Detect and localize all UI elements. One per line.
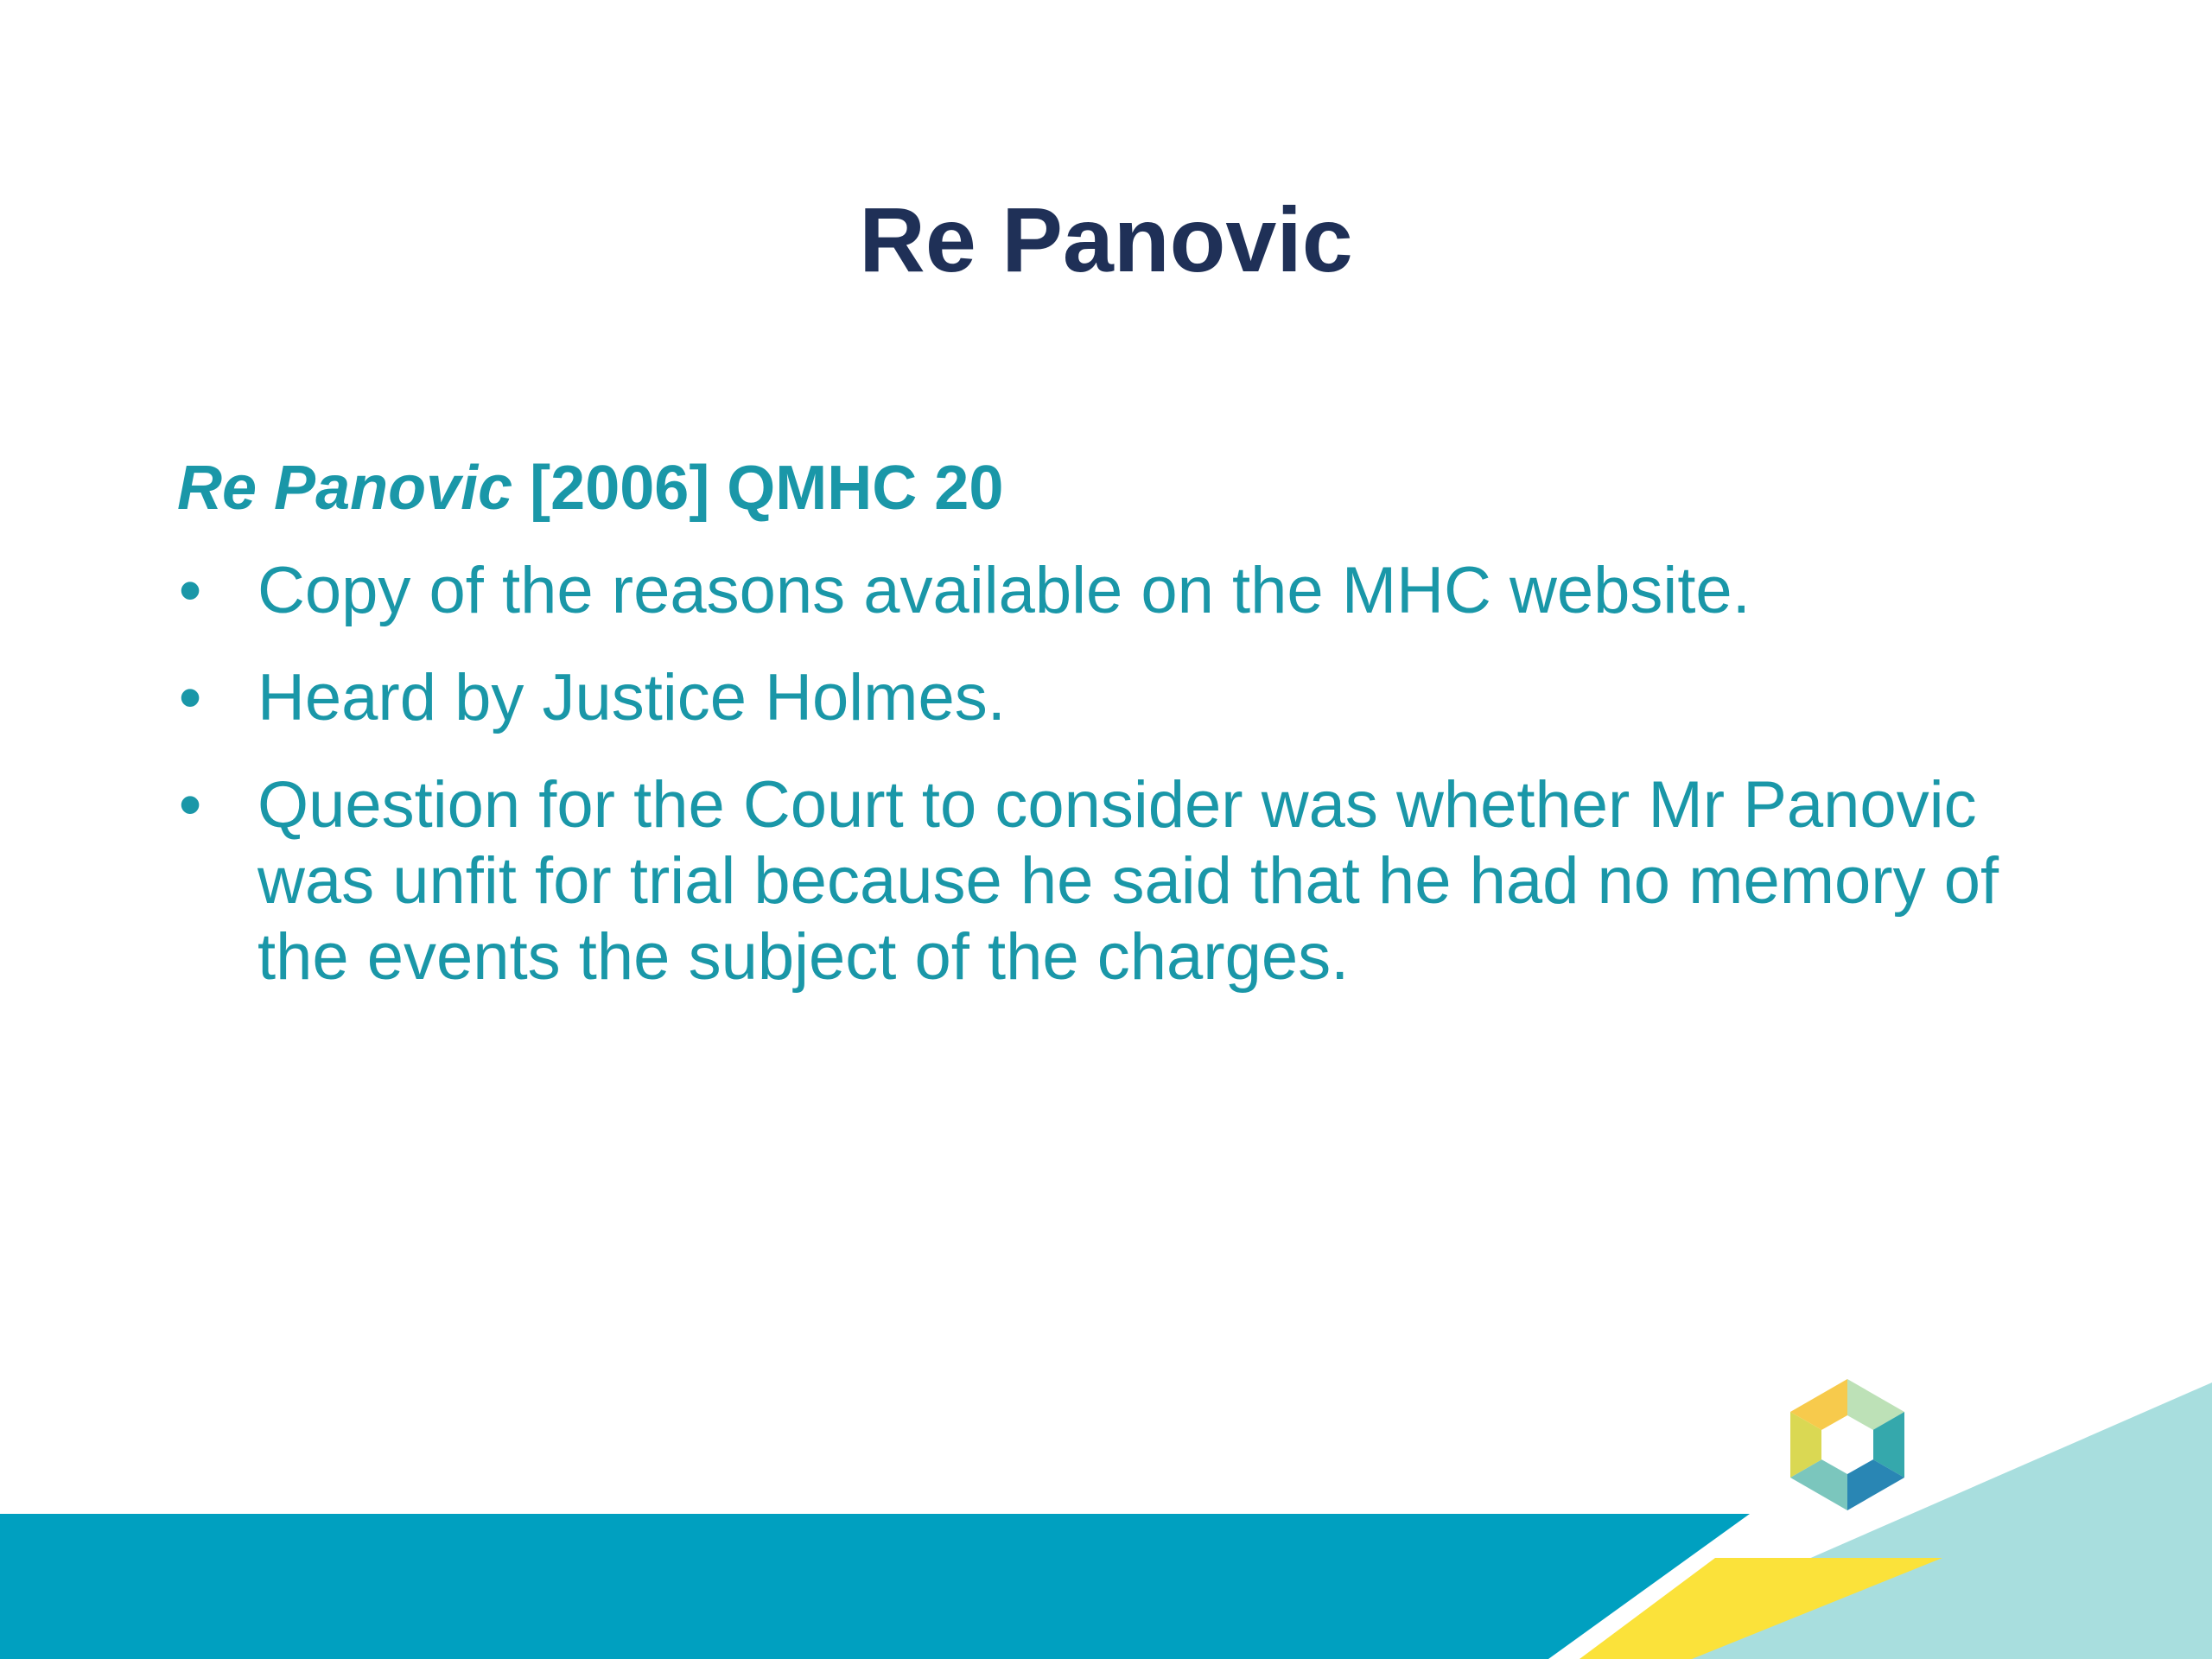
- bullet-list: [173, 553, 2056, 1027]
- bullet-item: [173, 660, 2056, 736]
- bullet-text: Question for the Court to consider was whether Mr Panovic was unfit for trial because he said that he had no memory of the events the subject of the charges.: [257, 768, 1999, 994]
- bullet-symbol: •: [178, 768, 202, 842]
- case-reference: [177, 451, 1003, 525]
- bullet-item: [173, 767, 2056, 995]
- slide-title: Re Panovic: [859, 189, 1353, 291]
- bullet-text: Heard by Justice Holmes.: [257, 661, 1006, 734]
- case-citation: [2006] QMHC 20: [512, 454, 1004, 523]
- case-name: Re Panovic: [177, 454, 513, 523]
- bullet-symbol: •: [178, 554, 202, 627]
- hexagon-logo-icon: [1790, 1379, 1904, 1510]
- bullet-symbol: •: [178, 661, 202, 734]
- bullet-text: Copy of the reasons available on the MHC website.: [257, 554, 1751, 627]
- bullet-item: [173, 553, 2056, 629]
- footer-teal-band: [0, 1514, 1750, 1659]
